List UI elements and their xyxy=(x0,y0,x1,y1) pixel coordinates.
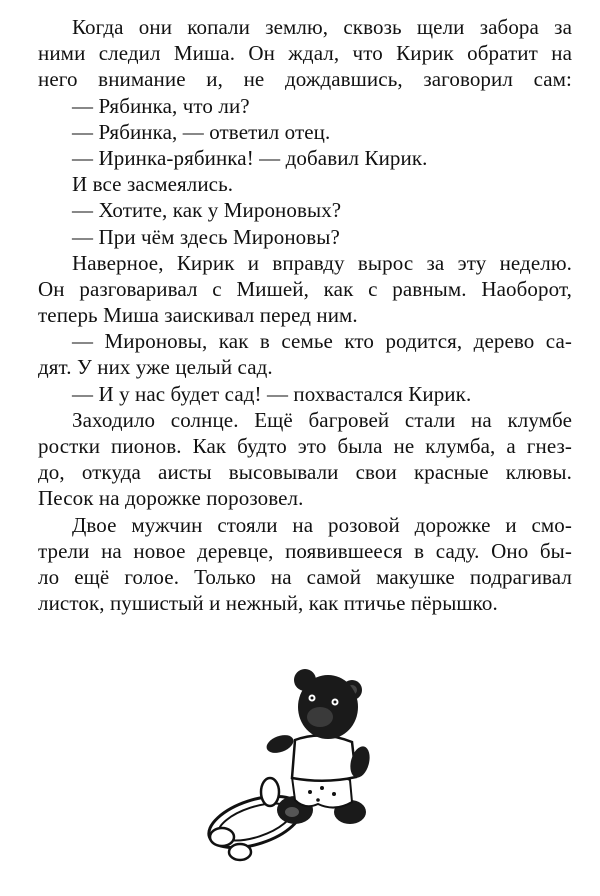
text-line: — Рябинка, — ответил отец. xyxy=(72,119,331,144)
text-line: Двое мужчин стояли на розовой дорожке и смо- xyxy=(72,512,572,537)
text-line: — Хотите, как у Мироновых? xyxy=(72,198,342,223)
text-line: ростки пионов. Как будто это была не клумба, а гнез- xyxy=(38,434,572,458)
text-line: ними следил Миша. Он ждал, что Кирик обратит на xyxy=(38,41,572,66)
text-line: трели на новое деревце, появившееся в саду. Оно бы- xyxy=(38,538,572,563)
text-line: дят. У них уже целый сад. xyxy=(38,355,273,380)
text-line: Он разговаривал с Мишей, как с равным. Наоборот, xyxy=(38,276,572,301)
text-line: до, откуда аисты высовывали свои красные клювы. xyxy=(38,460,572,485)
story-text xyxy=(38,14,572,616)
text-line: Заходило солнце. Ещё багровей стали на клумбе xyxy=(72,407,572,432)
text-line: него внимание и, не дождавшись, заговорил сам: xyxy=(38,67,572,92)
text-line: теперь Миша заискивал перед ним. xyxy=(38,303,358,328)
text-line: — Иринка-рябинка! — добавил Кирик. xyxy=(72,145,428,170)
text-line: листок, пушистый и нежный, как птичье пёрышко. xyxy=(38,591,498,616)
teddy-bear-illustration xyxy=(200,662,400,867)
text-line: Песок на дорожке порозовел. xyxy=(38,486,304,511)
text-line: Когда они копали землю, сквозь щели забора за xyxy=(72,15,572,39)
text-line: — Мироновы, как в семье кто родится, дерево са- xyxy=(72,329,572,354)
text-line: — Рябинка, что ли? xyxy=(72,93,250,118)
bear-head xyxy=(294,669,362,739)
text-line: И все засмеялись. xyxy=(72,172,234,197)
text-line: — При чём здесь Мироновы? xyxy=(72,224,340,249)
text-line: — И у нас будет сад! — похвастался Кирик. xyxy=(72,381,472,406)
text-line: Наверное, Кирик и вправду вырос за эту неделю. xyxy=(72,250,572,275)
text-line: ло ещё голое. Только на самой макушке подрагивал xyxy=(38,564,572,589)
bear-shirt xyxy=(292,735,356,780)
